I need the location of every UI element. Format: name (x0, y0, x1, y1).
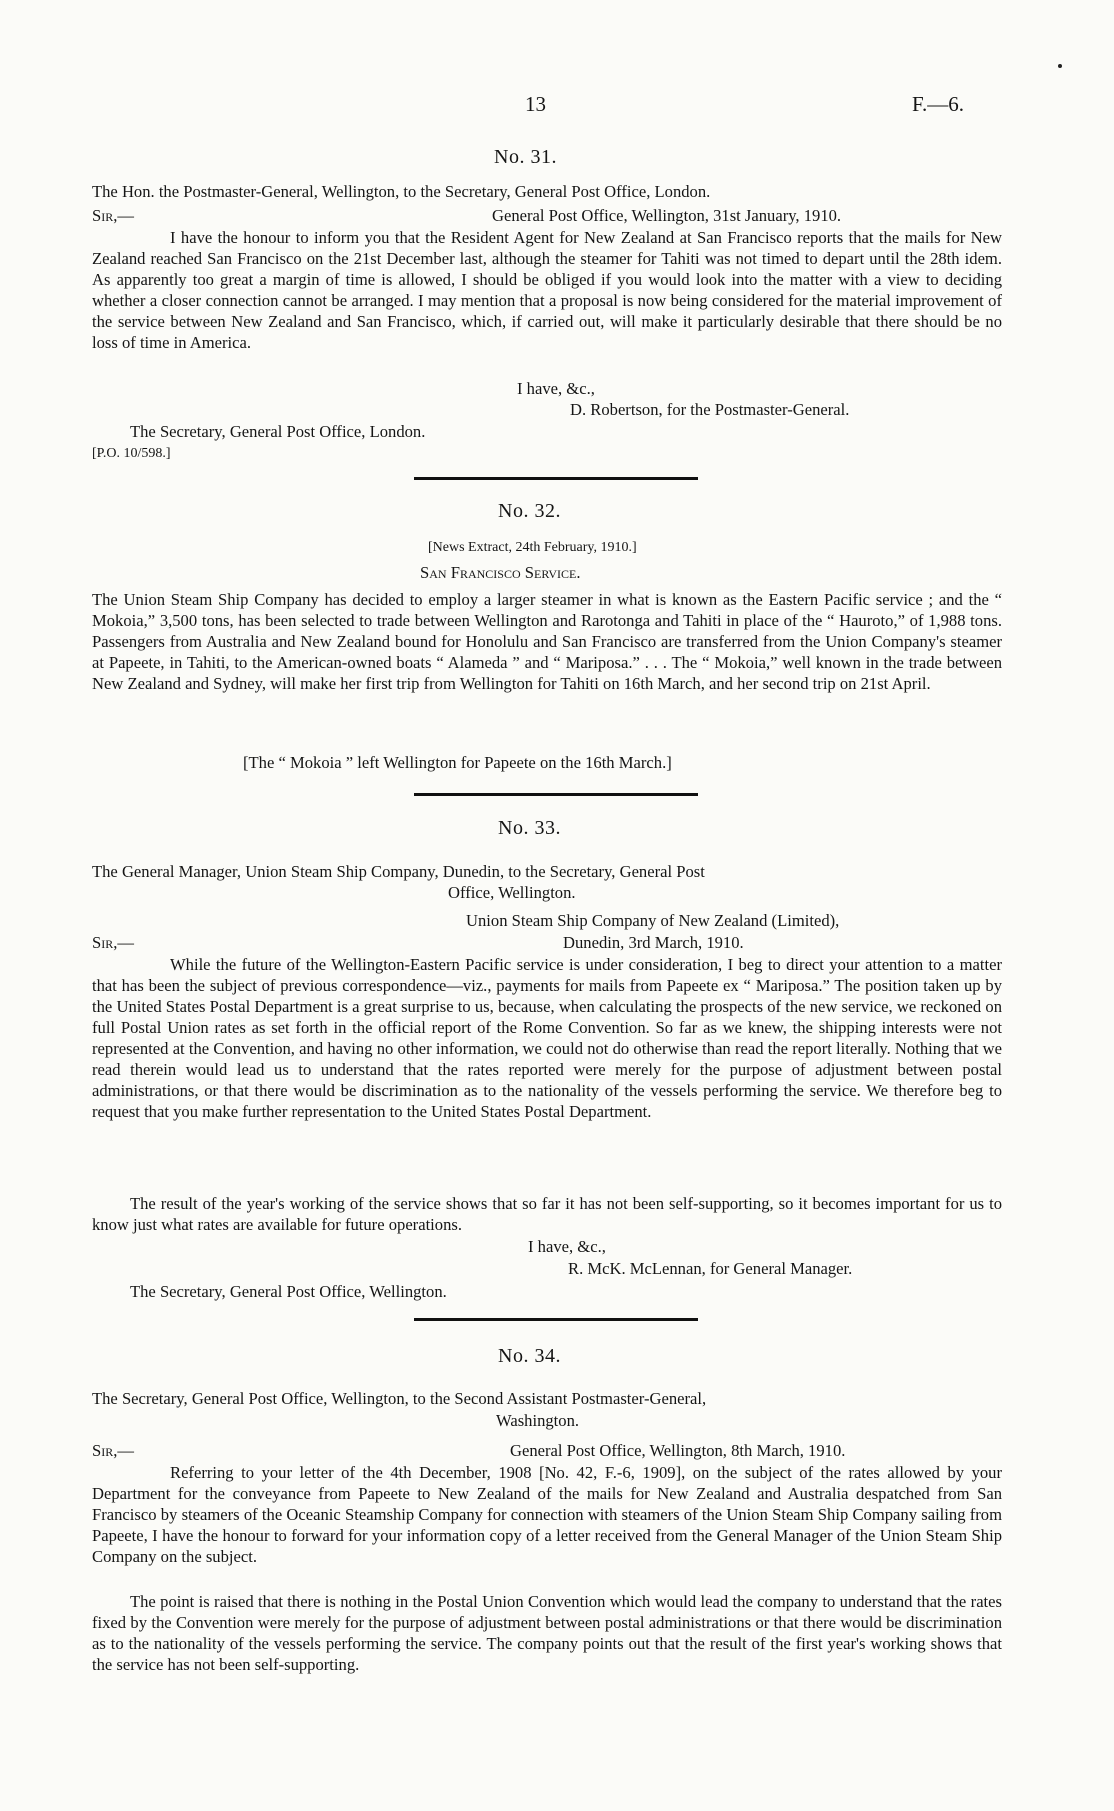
section-32-source: [News Extract, 24th February, 1910.] (428, 540, 637, 555)
section-34-body-2: The point is raised that there is nothing in the Postal Union Convention which would lead the company to understand that the rates fixed by the Convention were merely for the purpose of adjustment between postal administrations or that there would be discrimination as to the nationality of the vessels performing the service. The company points out that the result of the first year's working shows that the service has not been self-supporting. (92, 1592, 1002, 1674)
document-reference: F.—6. (912, 92, 964, 116)
section-34-number: No. 34. (498, 1345, 561, 1367)
section-31-salutation: Sir,— (92, 206, 134, 225)
section-33-address-date: Dunedin, 3rd March, 1910. (563, 933, 744, 952)
page-number: 13 (525, 92, 546, 116)
section-34-salutation: Sir,— (92, 1441, 134, 1460)
section-33-closing: I have, &c., (528, 1237, 606, 1256)
section-31-body: I have the honour to inform you that the Resident Agent for New Zealand at San Francisco reports that the mails for New Zealand reached San Francisco on the 21st December last, although the steamer for Tahiti was not timed to depart until the 28th idem. As apparently too great a margin of time is allowed, I should be obliged if you would look into the matter with a view to deciding whether a closer connection cannot be arranged. I may mention that a proposal is now being considered for the material improvement of the service between New Zealand and San Francisco, which, if carried out, will make it particularly desirable that there should be no loss of time in America. (92, 228, 1002, 352)
section-31-address-date: General Post Office, Wellington, 31st January, 1910. (492, 206, 842, 225)
section-32-note: [The “ Mokoia ” left Wellington for Papeete on the 16th March.] (243, 753, 672, 772)
section-31-closing: I have, &c., (517, 379, 595, 398)
section-33-number: No. 33. (498, 817, 561, 839)
section-divider (414, 477, 698, 480)
section-31-heading: The Hon. the Postmaster-General, Wellington, to the Secretary, General Post Office, London. (92, 182, 711, 201)
section-divider (414, 1318, 698, 1321)
section-31-file-reference: [P.O. 10/598.] (92, 446, 171, 461)
section-31-number: No. 31. (494, 146, 557, 168)
section-34-heading-line-2: Washington. (496, 1411, 580, 1430)
section-31-signature: D. Robertson, for the Postmaster-General. (570, 400, 850, 419)
section-34-heading-line-1: The Secretary, General Post Office, Wellington, to the Second Assistant Postmaster-General, (92, 1389, 707, 1408)
section-33-addressee: The Secretary, General Post Office, Wellington. (130, 1282, 447, 1301)
section-34-address-date: General Post Office, Wellington, 8th March, 1910. (510, 1441, 846, 1460)
section-33-heading-line-2: Office, Wellington. (448, 883, 576, 902)
section-33-salutation: Sir,— (92, 933, 134, 952)
section-33-signature: R. McK. McLennan, for General Manager. (568, 1259, 853, 1278)
stray-dot (1058, 64, 1062, 68)
section-divider (414, 793, 698, 796)
section-33-body-2: The result of the year's working of the service shows that so far it has not been self-supporting, so it becomes important for us to know just what rates are available for future operations. (92, 1194, 1002, 1234)
section-33-body-1: While the future of the Wellington-Eastern Pacific service is under consideration, I beg to direct your attention to a matter that has been the subject of previous correspondence—viz., payments for mails from Papeete ex “ Mariposa.” The position taken up by the United States Postal Department is a great surprise to us, because, when calculating the prospects of the new service, we reckoned on full Postal Union rates as set forth in the official report of the Rome Convention. So far as we knew, the shipping interests were not represented at the Convention, and having no other information, we could not do otherwise than read the report literally. Nothing that we read therein would lead us to understand that the rates reported were merely for the purpose of adjustment between postal administrations, or that there would be discrimination as to the nationality of the vessels performing the service. We therefore beg to request that you make further representation to the United States Postal Department. (92, 955, 1002, 1121)
section-34-body-1: Referring to your letter of the 4th December, 1908 [No. 42, F.-6, 1909], on the subject of the rates allowed by your Department for the conveyance from Papeete to New Zealand of the mails for New Zealand and Australia despatched from San Francisco by steamers of the Oceanic Steamship Company for connection with steamers of the Union Steam Ship Company sailing from Papeete, I have the honour to forward for your information copy of a letter received from the General Manager of the Union Steam Ship Company on the subject. (92, 1463, 1002, 1566)
section-33-heading-line-1: The General Manager, Union Steam Ship Company, Dunedin, to the Secretary, General Post (92, 862, 705, 881)
section-32-number: No. 32. (498, 500, 561, 522)
section-32-body: The Union Steam Ship Company has decided to employ a larger steamer in what is known as the Eastern Pacific service ; and the “ Mokoia,” 3,500 tons, has been selected to trade between Wellington and Rarotonga and Tahiti in place of the “ Hauroto,” of 1,988 tons. Passengers from Australia and New Zealand bound for Honolulu and San Francisco are transferred from the Union Company's steamer at Papeete, in Tahiti, to the American-owned boats “ Alameda ” and “ Mariposa.” . . . The “ Mokoia,” well known in the trade between New Zealand and Sydney, will make her first trip from Wellington for Tahiti on 16th March, and her second trip on 21st April. (92, 590, 1002, 693)
section-32-title: San Francisco Service. (420, 563, 581, 582)
section-33-address: Union Steam Ship Company of New Zealand (Limited), (466, 911, 840, 930)
section-31-addressee: The Secretary, General Post Office, London. (130, 422, 426, 441)
